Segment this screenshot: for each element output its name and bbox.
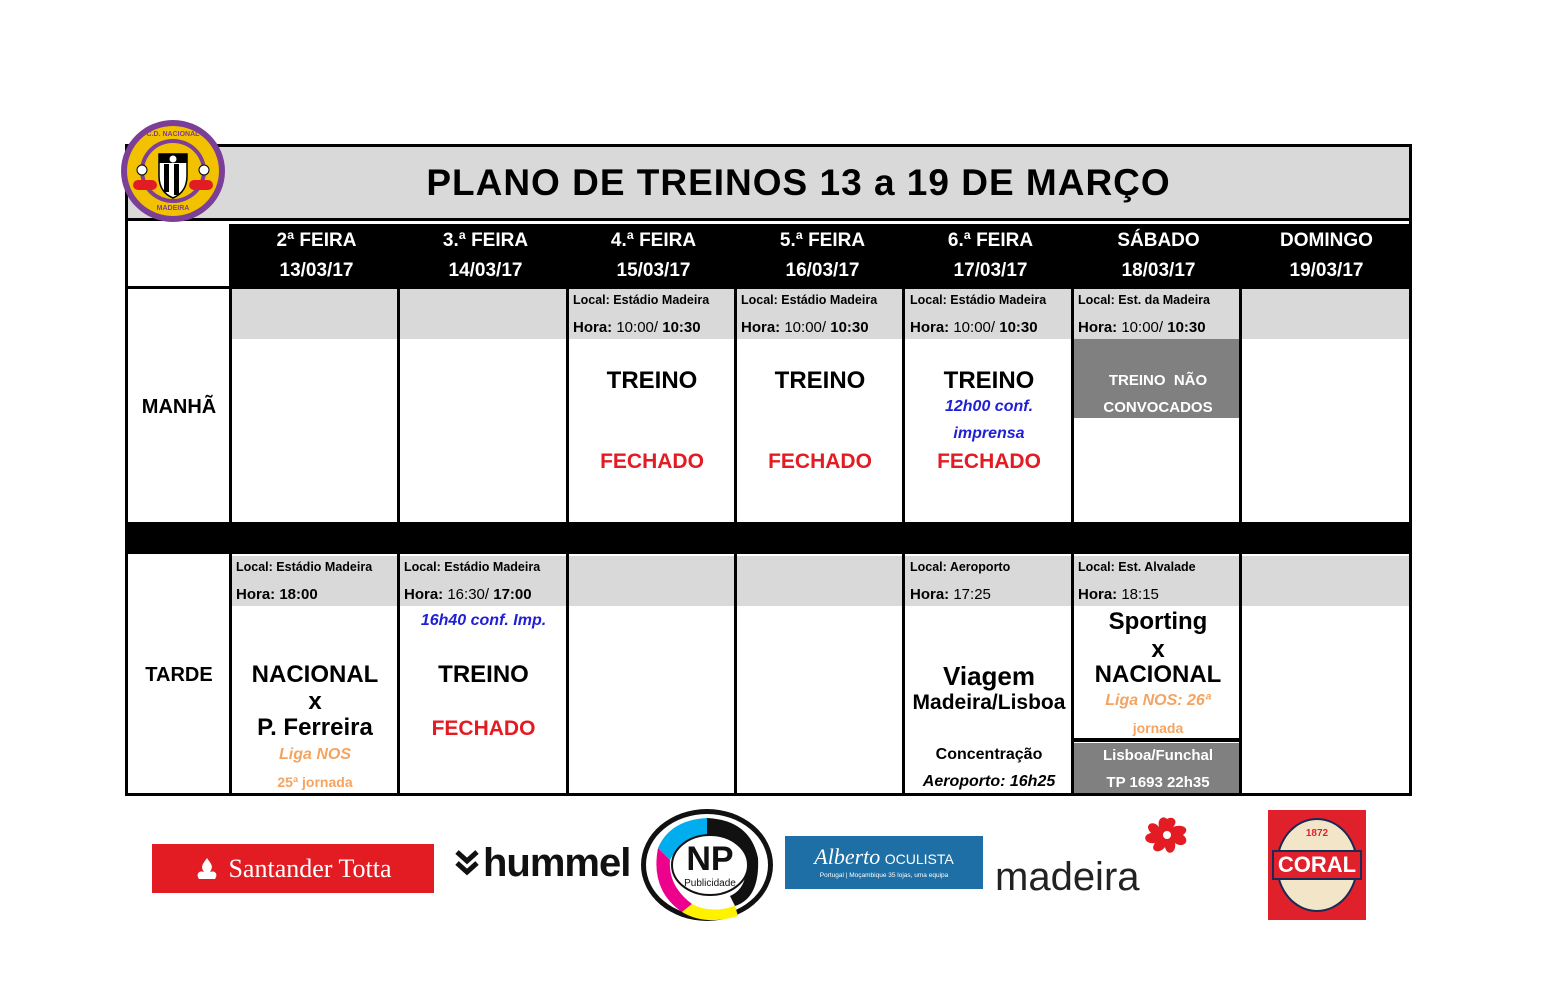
league-round: 25ª jornada — [277, 774, 353, 790]
np-letters: NP — [686, 840, 734, 878]
chevron-icon — [455, 848, 479, 878]
return-flight: TP 1693 22h35 — [1106, 774, 1210, 791]
versus: x — [1151, 636, 1165, 663]
day-header-sat: SÁBADO 18/03/17 — [1073, 226, 1244, 286]
time-text: Hora: 18:15 — [1078, 586, 1159, 603]
session-title: TREINO — [774, 367, 866, 394]
alberto-tagline: Portugal | Moçambique 35 lojas, uma equipa — [819, 872, 949, 879]
location-text: Local: Estádio Madeira — [236, 560, 373, 574]
column-line — [902, 289, 905, 793]
travel-title: Viagem — [942, 661, 1035, 691]
crest-top-text: C.D. NACIONAL — [146, 131, 200, 138]
meeting-text: Concentração — [935, 746, 1043, 763]
np-subtitle: Publicidade — [684, 878, 736, 889]
location-text: Local: Estádio Madeira — [910, 293, 1047, 307]
sponsor-santander — [152, 844, 434, 893]
team-away: P. Ferreira — [257, 714, 373, 741]
time-text: Hora: 10:00/ 10:30 — [910, 319, 1038, 336]
press-note: 12h00 conf. — [944, 398, 1034, 415]
sponsor-hummel-text: hummel — [483, 840, 631, 885]
divider — [1073, 738, 1241, 742]
flower-icon — [1139, 815, 1195, 859]
time-text: Hora: 16:30/ 17:00 — [404, 586, 532, 603]
day-header-sun: DOMINGO 19/03/17 — [1241, 226, 1412, 286]
club-crest-icon — [119, 118, 227, 224]
session-title: TREINO — [943, 367, 1035, 394]
location-text: Local: Est. da Madeira — [1078, 293, 1210, 307]
crest-bottom-text: MADEIRA — [156, 205, 190, 212]
time-text: Hora: 10:00/ 10:30 — [741, 319, 869, 336]
closed-status: FECHADO — [600, 450, 704, 473]
day-header-wed: 4.ª FEIRA 15/03/17 — [568, 226, 739, 286]
team-home: NACIONAL — [251, 661, 379, 688]
league-name: Liga NOS — [278, 746, 351, 763]
time-text: Hora: 10:00/ 10:30 — [573, 319, 701, 336]
column-line — [734, 289, 737, 793]
coral-text: CORAL — [1277, 852, 1357, 877]
location-text: Local: Estádio Madeira — [573, 293, 710, 307]
sponsor-hummel — [455, 838, 630, 888]
return-flight: Lisboa/Funchal — [1102, 747, 1213, 764]
row-label-afternoon: TARDE — [145, 664, 213, 686]
sponsor-alberto-oculista — [785, 836, 983, 889]
versus: x — [308, 688, 322, 715]
alberto-script: Alberto — [814, 844, 881, 869]
title-bar — [128, 147, 1409, 221]
sponsor-np — [640, 808, 775, 923]
row-label-morning: MANHÃ — [141, 396, 217, 418]
closed-status: FECHADO — [431, 717, 536, 740]
day-header-fri: 6.ª FEIRA 17/03/17 — [905, 226, 1076, 286]
league-name: Liga NOS: 26ª — [1105, 692, 1211, 709]
closed-status: FECHADO — [768, 450, 872, 473]
day-header-mon: 2ª FEIRA 13/03/17 — [231, 226, 402, 286]
time-text: Hora: 10:00/ 10:30 — [1078, 319, 1206, 336]
column-line — [1239, 289, 1242, 793]
location-text: Local: Estádio Madeira — [404, 560, 541, 574]
team-away: NACIONAL — [1094, 661, 1222, 688]
page-title: PLANO DE TREINOS 13 a 19 DE MARÇO — [426, 161, 1171, 203]
time-text: Hora: 17:25 — [910, 586, 991, 603]
team-home: Sporting — [1108, 608, 1208, 635]
travel-route: Madeira/Lisboa — [912, 691, 1066, 714]
press-note: 16h40 conf. Imp. — [420, 612, 547, 629]
time-text: Hora: 18:00 — [236, 586, 318, 603]
league-round: jornada — [1132, 720, 1184, 736]
sponsor-madeira-text: madeira — [995, 855, 1140, 899]
flame-icon — [194, 856, 220, 882]
day-header-tue: 3.ª FEIRA 14/03/17 — [400, 226, 571, 286]
column-line — [1071, 289, 1074, 793]
meeting-time: Aeroporto: 16h25 — [922, 773, 1056, 790]
non-called-training: TREINO NÃO — [1108, 372, 1208, 389]
press-note: imprensa — [953, 425, 1025, 442]
non-called-training: CONVOCADOS — [1103, 399, 1213, 416]
session-title: TREINO — [438, 661, 529, 688]
closed-status: FECHADO — [937, 450, 1041, 473]
location-text: Local: Est. Alvalade — [1078, 560, 1196, 574]
separator-band — [128, 522, 1409, 554]
sponsor-madeira — [995, 815, 1205, 900]
sponsor-coral — [1268, 810, 1366, 920]
coral-year: 1872 — [1305, 828, 1329, 839]
session-title: TREINO — [606, 367, 698, 394]
location-text: Local: Aeroporto — [910, 560, 1011, 574]
alberto-oculista: OCULISTA — [884, 851, 954, 867]
sponsor-santander-text: Santander Totta — [228, 853, 392, 883]
header-corner-cell — [128, 224, 231, 286]
day-header-thu: 5.ª FEIRA 16/03/17 — [737, 226, 908, 286]
location-text: Local: Estádio Madeira — [741, 293, 878, 307]
